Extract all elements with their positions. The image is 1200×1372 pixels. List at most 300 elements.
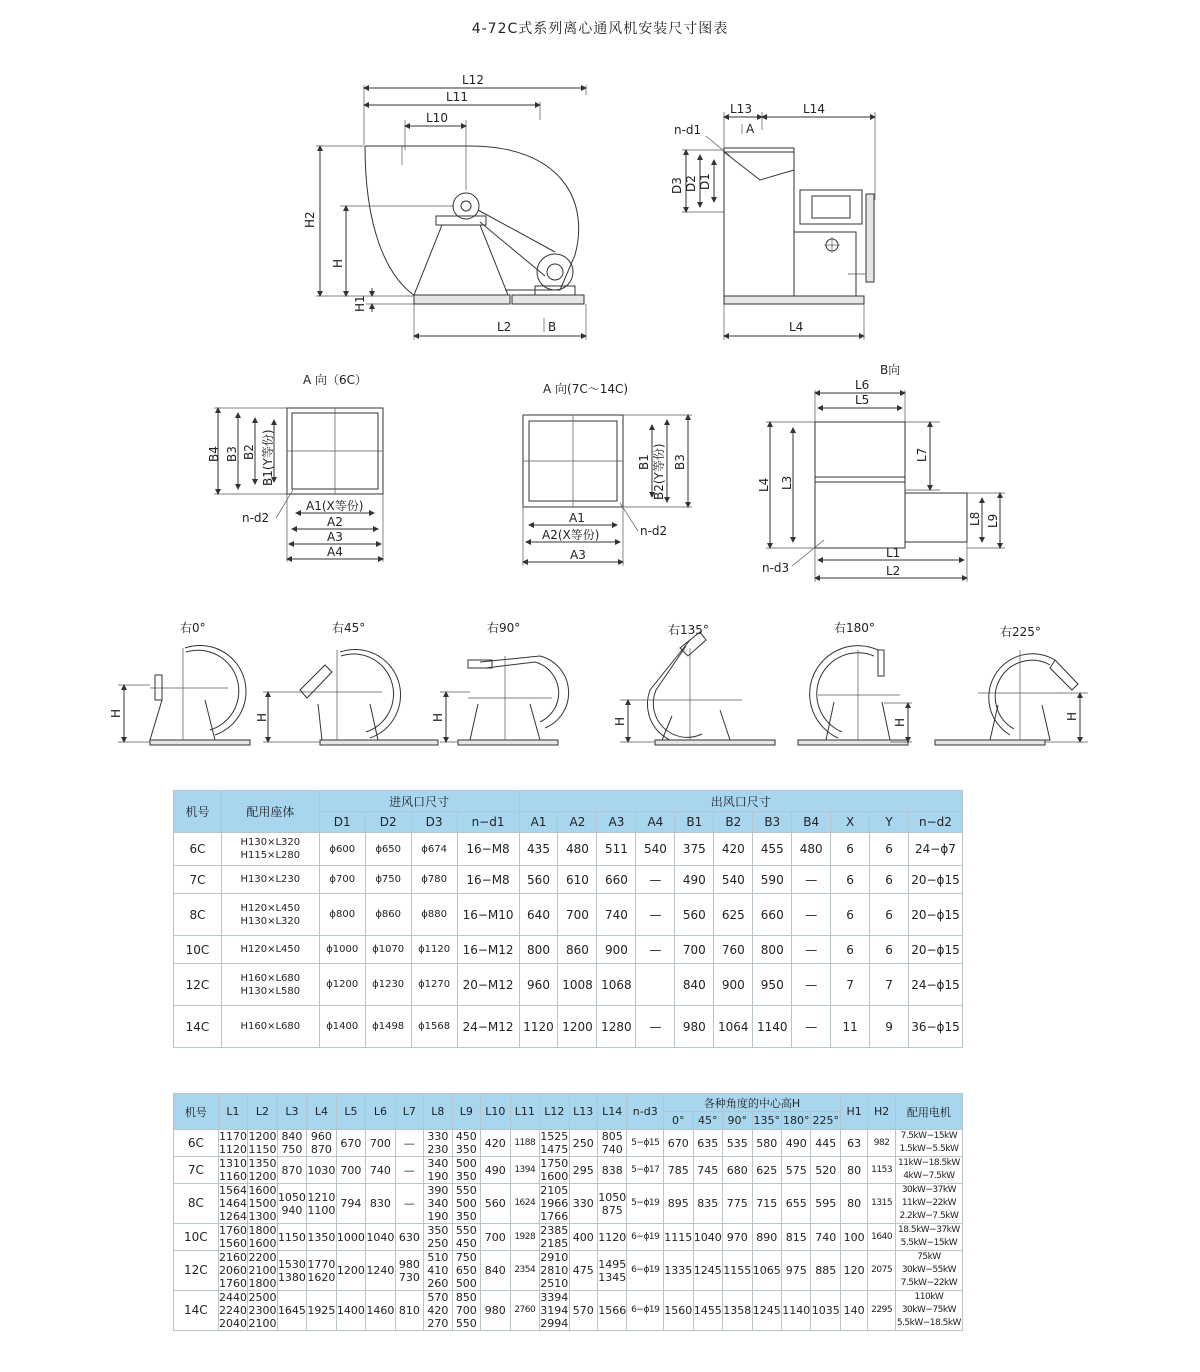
dim-d2: D2 — [684, 175, 698, 192]
cell-d2: ϕ860 — [365, 894, 411, 936]
table-header-cell: L11 — [510, 1094, 539, 1130]
cell-h1: 63 — [840, 1130, 867, 1157]
dim-a1-a7: A1 — [569, 511, 585, 525]
cell-l9: 750 650 500 — [452, 1251, 480, 1291]
cell-l14: 1566 — [597, 1291, 626, 1331]
table-row — [174, 1251, 963, 1291]
cell-x: 6 — [831, 866, 870, 894]
cell-model: 14C — [174, 1291, 219, 1331]
cell-a3: 1068 — [597, 964, 636, 1006]
cell-d3: ϕ880 — [411, 894, 457, 936]
cell-l12: 2385 2185 — [540, 1224, 569, 1250]
cell-l14: 1120 — [597, 1224, 626, 1251]
dimension-label: 右45° — [332, 621, 366, 635]
cell-d2: ϕ650 — [365, 833, 411, 866]
table-row — [174, 1006, 963, 1048]
header2-motor: 配用电机 — [895, 1094, 962, 1130]
cell-base: H130×L320 H115×L280 — [221, 833, 319, 866]
cell-center-height: 890 — [752, 1224, 781, 1251]
cell-l1: 1760 1560 — [218, 1224, 247, 1250]
dim-nd1: n-d1 — [674, 123, 702, 137]
cell-center-height: 575 — [781, 1157, 810, 1184]
dim-nd2-a6: n-d2 — [242, 511, 270, 525]
cell-center-height: 885 — [811, 1251, 840, 1291]
cell-center-height: 970 — [723, 1224, 752, 1251]
cell-nd3: 6−ϕ19 — [627, 1291, 664, 1331]
table-row — [174, 1130, 963, 1157]
cell-a4: — — [636, 894, 675, 936]
cell-d3: ϕ1568 — [411, 1006, 457, 1048]
cell-l14: 1495 1345 — [597, 1251, 626, 1291]
cell-model: 6C — [174, 833, 222, 866]
dim-l2: L2 — [497, 320, 512, 334]
dim-l6: L6 — [855, 378, 870, 392]
cell-a1: 1120 — [519, 1006, 558, 1048]
table-header-cell: L9 — [452, 1094, 480, 1130]
cell-b3: 455 — [753, 833, 792, 866]
cell-l6: 1040 — [366, 1224, 395, 1251]
table-header-cell: B3 — [753, 812, 792, 833]
view-b — [757, 363, 1005, 582]
cell-l2: 1350 1200 — [248, 1157, 277, 1183]
cell-b3: 950 — [753, 964, 792, 1006]
cell-h1: 120 — [840, 1251, 867, 1291]
dim-a2-a6: A2 — [327, 515, 343, 529]
cell-nd1: 16−M12 — [457, 936, 519, 964]
cell-b4: — — [792, 964, 831, 1006]
dim-l5: L5 — [855, 393, 870, 407]
cell-h2: 1315 — [868, 1184, 895, 1224]
cell-l2: 1600 1500 1300 — [248, 1184, 277, 1223]
cell-l13: 570 — [569, 1291, 597, 1331]
table-header-cell: L14 — [597, 1094, 626, 1130]
cell-center-height: 1140 — [781, 1291, 810, 1331]
table-header-cell: L13 — [569, 1094, 597, 1130]
cell-l6: 700 — [366, 1130, 395, 1157]
cell-l3: 1050 940 — [277, 1184, 306, 1224]
dim-l2-b: L2 — [886, 564, 901, 578]
table-header-cell: B4 — [792, 812, 831, 833]
cell-center-height: 1040 — [693, 1224, 722, 1251]
table-header-cell: n-d3 — [627, 1094, 664, 1130]
cell-l7: — — [395, 1130, 423, 1157]
cell-b2: 420 — [714, 833, 753, 866]
table-header-cell: A1 — [519, 812, 558, 833]
table-header-cell: 45° — [693, 1112, 722, 1130]
dimension-label: 右135° — [668, 623, 709, 637]
cell-l6: 1240 — [366, 1251, 395, 1291]
cell-b2: 1064 — [714, 1006, 753, 1048]
dim-l4-top: L4 — [789, 320, 804, 334]
cell-l5: 794 — [336, 1184, 365, 1224]
cell-model: 7C — [174, 866, 222, 894]
cell-nd2: 24−ϕ15 — [908, 964, 962, 1006]
cell-d3: ϕ780 — [411, 866, 457, 894]
cell-motor: 110kW 30kW−75kW 5.5kW−18.5kW — [895, 1291, 962, 1331]
orientation-right-90 — [431, 621, 569, 745]
cell-l7: — — [395, 1157, 423, 1184]
cell-l11: 2354 — [510, 1251, 539, 1291]
cell-center-height: 520 — [811, 1157, 840, 1184]
cell-nd2: 20−ϕ15 — [908, 936, 962, 964]
cell-l9: 850 700 550 — [452, 1291, 480, 1331]
cell-l8: 570 420 270 — [424, 1291, 452, 1331]
table-header-cell: L4 — [307, 1094, 336, 1130]
dim-nd2-a7: n-d2 — [640, 524, 668, 538]
table-header-cell: L2 — [248, 1094, 277, 1130]
cell-l6: 740 — [366, 1157, 395, 1184]
cell-h2: 1640 — [868, 1224, 895, 1251]
cell-a1: 960 — [519, 964, 558, 1006]
cell-l13: 330 — [569, 1184, 597, 1224]
installation-dimension-table — [173, 1093, 963, 1331]
view-b-marker: B — [548, 320, 557, 334]
table-header-cell: A2 — [558, 812, 597, 833]
cell-l11: 1394 — [510, 1157, 539, 1184]
dimension-label: H — [431, 712, 445, 722]
cell-y: 7 — [870, 964, 909, 1006]
dim-d3: D3 — [670, 177, 684, 194]
cell-nd3: 5−ϕ19 — [627, 1184, 664, 1224]
cell-l12: 3394 3194 2994 — [540, 1291, 569, 1330]
dim-a1-a6: A1(X等份) — [306, 499, 364, 513]
cell-l13: 475 — [569, 1251, 597, 1291]
cell-l4: 1030 — [307, 1157, 336, 1184]
cell-l7: 810 — [395, 1291, 423, 1331]
dim-b1-a6: B1(Y等份) — [261, 429, 275, 486]
table-row — [174, 866, 963, 894]
cell-a4: 540 — [636, 833, 675, 866]
orientation-right-45 — [255, 621, 438, 745]
cell-d1: ϕ1000 — [319, 936, 365, 964]
cell-b1: 375 — [675, 833, 714, 866]
table-header-cell: B1 — [675, 812, 714, 833]
cell-a3: 900 — [597, 936, 636, 964]
cell-d2: ϕ1230 — [365, 964, 411, 1006]
inlet-outlet-table — [173, 790, 963, 1048]
dim-b2-a6: B2 — [242, 444, 256, 460]
cell-l2: 2500 2300 2100 — [248, 1291, 277, 1330]
cell-l5: 1200 — [336, 1251, 365, 1291]
table-header-cell: 180° — [781, 1112, 810, 1130]
dim-l13: L13 — [730, 102, 752, 116]
cell-a2: 860 — [558, 936, 597, 964]
cell-l7: 630 — [395, 1224, 423, 1251]
cell-b1: 560 — [675, 894, 714, 936]
cell-motor: 18.5kW−37kW 5.5kW−15kW — [895, 1224, 962, 1251]
cell-center-height: 1245 — [693, 1251, 722, 1291]
dim-nd3: n-d3 — [762, 561, 790, 575]
view-a-marker: A — [746, 122, 755, 136]
dim-h1: H1 — [353, 295, 367, 312]
cell-a4: — — [636, 866, 675, 894]
cell-l11: 1928 — [510, 1224, 539, 1251]
dim-l7: L7 — [915, 447, 929, 462]
cell-a1: 800 — [519, 936, 558, 964]
cell-l14: 1050 875 — [597, 1184, 626, 1224]
cell-center-height: 1245 — [752, 1291, 781, 1331]
cell-model: 10C — [174, 1224, 219, 1251]
cell-l2: 1200 1150 — [248, 1130, 277, 1156]
cell-h2: 2295 — [868, 1291, 895, 1331]
cell-b4: 480 — [792, 833, 831, 866]
cell-l3: 1645 — [277, 1291, 306, 1331]
dim-h2: H2 — [303, 211, 317, 228]
dim-h: H — [331, 258, 345, 268]
header2-model: 机号 — [174, 1094, 219, 1130]
cell-motor: 30kW−37kW 11kW−22kW 2.2kW−7.5kW — [895, 1184, 962, 1224]
dimension-label: H — [255, 712, 269, 722]
header-model: 机号 — [174, 791, 222, 833]
table-header-cell: n−d1 — [457, 812, 519, 833]
cell-b3: 660 — [753, 894, 792, 936]
cell-nd3: 5−ϕ17 — [627, 1157, 664, 1184]
cell-nd2: 20−ϕ15 — [908, 894, 962, 936]
table-header-cell: A4 — [636, 812, 675, 833]
dim-l3-b: L3 — [780, 475, 794, 490]
table-header-cell: B2 — [714, 812, 753, 833]
cell-l4: 1770 1620 — [307, 1251, 336, 1291]
cell-b4: — — [792, 894, 831, 936]
view-a6-title: A 向（6C） — [303, 373, 368, 387]
cell-base: H160×L680 — [221, 1006, 319, 1048]
side-view-drawing — [303, 73, 586, 340]
cell-model: 10C — [174, 936, 222, 964]
cell-l4: 960 870 — [307, 1130, 336, 1157]
cell-x: 6 — [831, 936, 870, 964]
table-row — [174, 936, 963, 964]
cell-l1: 1170 1120 — [218, 1130, 247, 1156]
table-row — [174, 1157, 963, 1184]
cell-l8: 390 340 190 — [424, 1184, 452, 1224]
header2-angle-group: 各种角度的中心高H — [664, 1094, 841, 1112]
cell-d1: ϕ800 — [319, 894, 365, 936]
cell-y: 9 — [870, 1006, 909, 1048]
cell-center-height: 1335 — [664, 1251, 693, 1291]
cell-nd1: 16−M8 — [457, 866, 519, 894]
cell-l3: 840 750 — [277, 1130, 306, 1157]
cell-center-height: 740 — [811, 1224, 840, 1251]
cell-motor: 75kW 30kW−55kW 7.5kW−22kW — [895, 1251, 962, 1291]
cell-l12: 1525 1475 — [540, 1130, 569, 1156]
cell-l3: 870 — [277, 1157, 306, 1184]
page-title: 4-72C式系列离心通风机安装尺寸图表 — [471, 21, 729, 37]
cell-center-height: 1115 — [664, 1224, 693, 1251]
dim-l8: L8 — [968, 511, 982, 526]
cell-a2: 480 — [558, 833, 597, 866]
cell-a1: 560 — [519, 866, 558, 894]
table-row — [174, 894, 963, 936]
cell-l10: 420 — [481, 1130, 510, 1157]
view-b-title: B向 — [880, 363, 901, 377]
cell-base: H120×L450 H130×L320 — [221, 894, 319, 936]
cell-l10: 980 — [481, 1291, 510, 1331]
cell-b3: 590 — [753, 866, 792, 894]
cell-h1: 80 — [840, 1157, 867, 1184]
cell-center-height: 1455 — [693, 1291, 722, 1331]
cell-l13: 250 — [569, 1130, 597, 1157]
cell-l4: 1925 — [307, 1291, 336, 1331]
cell-center-height: 670 — [664, 1130, 693, 1157]
front-view-drawing — [670, 102, 875, 340]
table-header-cell: 0° — [664, 1112, 693, 1130]
cell-b4: — — [792, 1006, 831, 1048]
cell-l3: 1150 — [277, 1224, 306, 1251]
table-header-cell: D1 — [319, 812, 365, 833]
cell-a4 — [636, 964, 675, 1006]
cell-l2: 1800 1600 — [248, 1224, 277, 1250]
cell-nd1: 16−M8 — [457, 833, 519, 866]
table-cell — [174, 1094, 963, 1112]
dimension-label: 右0° — [180, 621, 206, 635]
cell-h2: 1153 — [868, 1157, 895, 1184]
cell-h1: 140 — [840, 1291, 867, 1331]
cell-a1: 435 — [519, 833, 558, 866]
dimension-label: H — [893, 717, 907, 727]
cell-l10: 840 — [481, 1251, 510, 1291]
cell-b1: 840 — [675, 964, 714, 1006]
cell-l12: 2910 2810 2510 — [540, 1251, 569, 1290]
cell-l11: 1188 — [510, 1130, 539, 1157]
cell-nd2: 24−ϕ7 — [908, 833, 962, 866]
dim-b4-a6: B4 — [207, 446, 221, 462]
cell-h1: 80 — [840, 1184, 867, 1224]
cell-b2: 760 — [714, 936, 753, 964]
table-header-cell: L8 — [424, 1094, 452, 1130]
table-row — [174, 1291, 963, 1331]
cell-b3: 1140 — [753, 1006, 792, 1048]
table-cell — [174, 791, 963, 812]
cell-center-height: 815 — [781, 1224, 810, 1251]
cell-l5: 700 — [336, 1157, 365, 1184]
cell-center-height: 580 — [752, 1130, 781, 1157]
cell-l5: 1000 — [336, 1224, 365, 1251]
cell-l13: 400 — [569, 1224, 597, 1251]
cell-x: 6 — [831, 894, 870, 936]
cell-l2: 2200 2100 1800 — [248, 1251, 277, 1290]
table-header-cell: L6 — [366, 1094, 395, 1130]
cell-l9: 450 350 — [452, 1130, 480, 1157]
dim-a2-a7: A2(X等份) — [542, 528, 600, 542]
table-header-cell: 225° — [811, 1112, 840, 1130]
dim-d1: D1 — [698, 173, 712, 190]
cell-model: 14C — [174, 1006, 222, 1048]
cell-l1: 1564 1464 1264 — [218, 1184, 247, 1223]
cell-d2: ϕ1070 — [365, 936, 411, 964]
cell-l8: 340 190 — [424, 1157, 452, 1184]
cell-center-height: 975 — [781, 1251, 810, 1291]
dim-a3-a6: A3 — [327, 530, 343, 544]
cell-h2: 2075 — [868, 1251, 895, 1291]
dimension-label: 右180° — [834, 621, 875, 635]
table-header-cell: L10 — [481, 1094, 510, 1130]
table-header-cell: L3 — [277, 1094, 306, 1130]
cell-d1: ϕ600 — [319, 833, 365, 866]
cell-base: H160×L680 H130×L580 — [221, 964, 319, 1006]
cell-d3: ϕ1270 — [411, 964, 457, 1006]
cell-a2: 1008 — [558, 964, 597, 1006]
cell-nd1: 20−M12 — [457, 964, 519, 1006]
cell-base: H120×L450 — [221, 936, 319, 964]
cell-h2: 982 — [868, 1130, 895, 1157]
cell-model: 12C — [174, 964, 222, 1006]
cell-nd1: 16−M10 — [457, 894, 519, 936]
cell-l1: 1310 1160 — [218, 1157, 247, 1183]
cell-center-height: 1065 — [752, 1251, 781, 1291]
cell-center-height: 785 — [664, 1157, 693, 1184]
cell-center-height: 635 — [693, 1130, 722, 1157]
cell-l10: 490 — [481, 1157, 510, 1184]
cell-model: 8C — [174, 894, 222, 936]
cell-center-height: 655 — [781, 1184, 810, 1224]
cell-l8: 330 230 — [424, 1130, 452, 1157]
cell-a4: — — [636, 936, 675, 964]
cell-a1: 640 — [519, 894, 558, 936]
dim-b3-a6: B3 — [225, 446, 239, 462]
dim-l4-b: L4 — [757, 477, 771, 492]
cell-center-height: 535 — [723, 1130, 752, 1157]
view-a-6c — [207, 373, 383, 562]
cell-motor: 11kW−18.5kW 4kW−7.5kW — [895, 1157, 962, 1184]
dim-b3-a7: B3 — [673, 454, 687, 470]
cell-d1: ϕ1400 — [319, 1006, 365, 1048]
cell-y: 6 — [870, 833, 909, 866]
cell-nd2: 36−ϕ15 — [908, 1006, 962, 1048]
cell-a2: 610 — [558, 866, 597, 894]
cell-l6: 830 — [366, 1184, 395, 1224]
orientation-right-0 — [109, 621, 250, 745]
table-header-cell: H2 — [868, 1094, 895, 1130]
cell-d2: ϕ750 — [365, 866, 411, 894]
dimension-label: 右90° — [487, 621, 521, 635]
cell-center-height: 625 — [752, 1157, 781, 1184]
cell-l7: — — [395, 1184, 423, 1224]
cell-nd1: 24−M12 — [457, 1006, 519, 1048]
orientation-right-180 — [798, 621, 912, 745]
cell-b3: 800 — [753, 936, 792, 964]
cell-l6: 1460 — [366, 1291, 395, 1331]
dim-l14: L14 — [803, 102, 825, 116]
cell-b1: 980 — [675, 1006, 714, 1048]
header-outlet: 出风口尺寸 — [519, 791, 962, 812]
cell-l10: 700 — [481, 1224, 510, 1251]
cell-d3: ϕ674 — [411, 833, 457, 866]
cell-nd3: 5−ϕ15 — [627, 1130, 664, 1157]
table-header-cell: L5 — [336, 1094, 365, 1130]
cell-l10: 560 — [481, 1184, 510, 1224]
cell-l9: 500 350 — [452, 1157, 480, 1184]
cell-b4: — — [792, 866, 831, 894]
cell-l7: 980 730 — [395, 1251, 423, 1291]
table-header-cell: X — [831, 812, 870, 833]
cell-b2: 540 — [714, 866, 753, 894]
cell-l1: 2160 2060 1760 — [218, 1251, 247, 1290]
dim-a4-a6: A4 — [327, 545, 343, 559]
table-header-cell: Y — [870, 812, 909, 833]
cell-model: 12C — [174, 1251, 219, 1291]
cell-a2: 1200 — [558, 1006, 597, 1048]
cell-b1: 490 — [675, 866, 714, 894]
table-header-cell: 135° — [752, 1112, 781, 1130]
cell-x: 7 — [831, 964, 870, 1006]
cell-motor: 7.5kW−15kW 1.5kW−5.5kW — [895, 1130, 962, 1157]
cell-x: 11 — [831, 1006, 870, 1048]
dim-l9: L9 — [986, 513, 1000, 528]
cell-l4: 1350 — [307, 1224, 336, 1251]
dim-l12: L12 — [462, 73, 484, 87]
cell-l3: 1530 1380 — [277, 1251, 306, 1291]
header-base: 配用座体 — [221, 791, 319, 833]
